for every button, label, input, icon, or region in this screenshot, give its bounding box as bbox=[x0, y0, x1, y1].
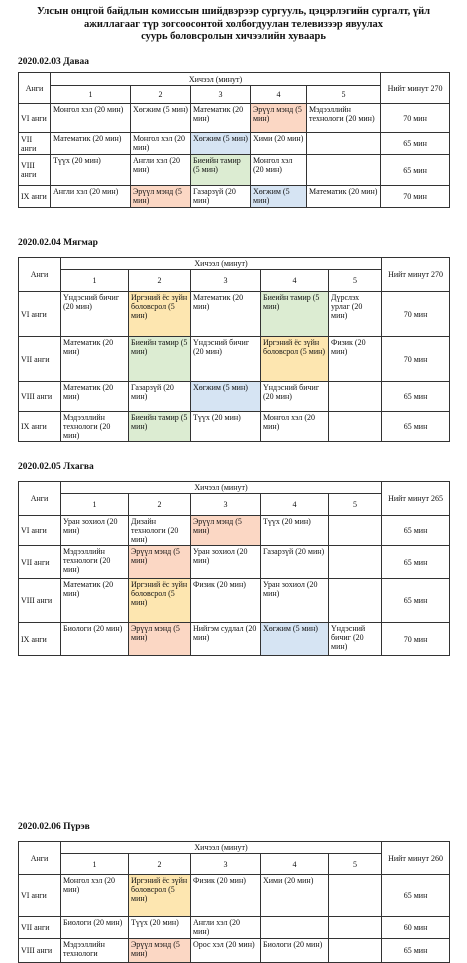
lesson-cell: Эрүүл мэнд (5 мин) bbox=[129, 623, 191, 656]
lesson-cell bbox=[329, 382, 382, 412]
grade-cell: VIII анги bbox=[19, 155, 51, 186]
title-line-3: суурь боловсролын хичээлийн хуваарь bbox=[141, 31, 326, 42]
header-total: Нийт минут 260 bbox=[382, 842, 450, 875]
header-col-5: 5 bbox=[329, 270, 382, 292]
lesson-cell: Газарзүй (20 мин) bbox=[261, 546, 329, 579]
total-cell: 65 мин bbox=[381, 133, 450, 155]
total-cell: 70 мин bbox=[381, 104, 450, 133]
lesson-cell: Физик (20 мин) bbox=[191, 875, 261, 917]
lesson-cell: Математик (20 мин) bbox=[61, 382, 129, 412]
header-grade: Анги bbox=[19, 258, 61, 292]
lesson-cell: Физик (20 мин) bbox=[191, 579, 261, 623]
lesson-cell: Монгол хэл (20 мин) bbox=[251, 155, 307, 186]
header-lesson-time: Хичээл (минут) bbox=[61, 482, 382, 494]
total-cell: 60 мин bbox=[382, 917, 450, 939]
total-cell: 65 мин bbox=[382, 516, 450, 546]
total-cell: 70 мин bbox=[382, 292, 450, 337]
total-cell: 65 мин bbox=[382, 412, 450, 442]
lesson-cell: Үндэсний бичиг (20 мин) bbox=[61, 292, 129, 337]
lesson-cell: Уран зохиол (20 мин) bbox=[61, 516, 129, 546]
lesson-cell: Математик (20 мин) bbox=[61, 579, 129, 623]
lesson-cell: Биеийн тамир (5 мин) bbox=[129, 337, 191, 382]
lesson-cell: Эрүүл мэнд (5 мин) bbox=[251, 104, 307, 133]
lesson-cell: Хими (20 мин) bbox=[261, 875, 329, 917]
lesson-cell: Иргэний ёс зүйн боловсрол (5 мин) bbox=[129, 579, 191, 623]
lesson-cell: Биологи (20 мин) bbox=[261, 939, 329, 963]
lesson-cell: Англи хэл (20 мин) bbox=[51, 186, 131, 208]
lesson-cell: Монгол хэл (20 мин) bbox=[51, 104, 131, 133]
header-grade: Анги bbox=[19, 482, 61, 516]
lesson-cell: Түүх (20 мин) bbox=[261, 516, 329, 546]
lesson-cell: Математик (20 мин) bbox=[307, 186, 381, 208]
grade-cell: VII анги bbox=[19, 337, 61, 382]
lesson-cell bbox=[307, 155, 381, 186]
grade-cell: VI анги bbox=[19, 292, 61, 337]
lesson-cell: Үндэсний бичиг (20 мин) bbox=[261, 382, 329, 412]
lesson-cell: Англи хэл (20 мин) bbox=[191, 917, 261, 939]
header-col-1: 1 bbox=[61, 270, 129, 292]
grade-cell: IX анги bbox=[19, 623, 61, 656]
header-total: Нийт минут 265 bbox=[382, 482, 450, 516]
lesson-cell bbox=[329, 516, 382, 546]
header-col-4: 4 bbox=[261, 854, 329, 875]
lesson-cell: Математик (20 мин) bbox=[51, 133, 131, 155]
total-cell: 65 мин bbox=[382, 579, 450, 623]
grade-cell: VII анги bbox=[19, 133, 51, 155]
lesson-cell: Эрүүл мэнд (5 мин) bbox=[191, 516, 261, 546]
schedule-table bbox=[18, 841, 450, 963]
grade-cell: VI анги bbox=[19, 104, 51, 133]
total-cell: 70 мин bbox=[382, 337, 450, 382]
header-col-1: 1 bbox=[61, 854, 129, 875]
header-col-3: 3 bbox=[191, 494, 261, 516]
total-cell: 65 мин bbox=[382, 875, 450, 917]
header-grade: Анги bbox=[19, 842, 61, 875]
title-line-1: Улсын онцгой байдлын комиссын шийдвэрээр сургууль, цэцэрлэгийн сургалт, үйл bbox=[36, 6, 431, 17]
lesson-cell bbox=[329, 412, 382, 442]
lesson-cell: Англи хэл (20 мин) bbox=[131, 155, 191, 186]
header-total: Нийт минут 270 bbox=[381, 73, 450, 104]
schedule-table bbox=[18, 257, 450, 442]
lesson-cell: Биеийн тамир (5 мин) bbox=[129, 412, 191, 442]
header-col-1: 1 bbox=[51, 86, 131, 104]
lesson-cell: Хөгжим (5 мин) bbox=[191, 133, 251, 155]
header-col-5: 5 bbox=[329, 854, 382, 875]
lesson-cell: Математик (20 мин) bbox=[61, 337, 129, 382]
header-lesson-time: Хичээл (минут) bbox=[51, 73, 381, 86]
grade-cell: VI анги bbox=[19, 875, 61, 917]
lesson-cell: Мэдээллийн технологи bbox=[61, 939, 129, 963]
header-lesson-time: Хичээл (минут) bbox=[61, 842, 382, 854]
lesson-cell: Эрүүл мэнд (5 мин) bbox=[129, 546, 191, 579]
section-date: 2020.02.06 Пүрэв bbox=[18, 822, 90, 832]
grade-cell: VII анги bbox=[19, 917, 61, 939]
header-col-2: 2 bbox=[129, 854, 191, 875]
lesson-cell: Иргэний ёс зүйн боловсрол (5 мин) bbox=[261, 337, 329, 382]
lesson-cell: Монгол хэл (20 мин) bbox=[61, 875, 129, 917]
lesson-cell: Математик (20 мин) bbox=[191, 104, 251, 133]
grade-cell: VIII анги bbox=[19, 579, 61, 623]
total-cell: 70 мин bbox=[381, 186, 450, 208]
lesson-cell: Биеийн тамир (5 мин) bbox=[261, 292, 329, 337]
lesson-cell: Уран зохиол (20 мин) bbox=[191, 546, 261, 579]
header-col-4: 4 bbox=[261, 270, 329, 292]
grade-cell: VIII анги bbox=[19, 939, 61, 963]
lesson-cell bbox=[261, 917, 329, 939]
lesson-cell: Биологи (20 мин) bbox=[61, 623, 129, 656]
grade-cell: IX анги bbox=[19, 412, 61, 442]
lesson-cell: Газарзүй (20 мин) bbox=[191, 186, 251, 208]
section-date: 2020.02.03 Даваа bbox=[18, 57, 90, 67]
lesson-cell: Дүрслэх урлаг (20 мин) bbox=[329, 292, 382, 337]
schedule-table bbox=[18, 72, 450, 208]
lesson-cell: Уран зохиол (20 мин) bbox=[261, 579, 329, 623]
lesson-cell: Хөгжим (5 мин) bbox=[131, 104, 191, 133]
schedule-table bbox=[18, 481, 450, 656]
header-col-3: 3 bbox=[191, 86, 251, 104]
section-date: 2020.02.04 Мягмар bbox=[18, 238, 98, 248]
lesson-cell bbox=[329, 939, 382, 963]
lesson-cell: Хими (20 мин) bbox=[251, 133, 307, 155]
lesson-cell: Үндэсний бичиг (20 мин) bbox=[329, 623, 382, 656]
lesson-cell: Түүх (20 мин) bbox=[129, 917, 191, 939]
lesson-cell: Эрүүл мэнд (5 мин) bbox=[129, 939, 191, 963]
header-col-1: 1 bbox=[61, 494, 129, 516]
lesson-cell: Эрүүл мэнд (5 мин) bbox=[131, 186, 191, 208]
lesson-cell: Биологи (20 мин) bbox=[61, 917, 129, 939]
lesson-cell: Монгол хэл (20 мин) bbox=[131, 133, 191, 155]
header-col-3: 3 bbox=[191, 854, 261, 875]
lesson-cell bbox=[329, 546, 382, 579]
header-col-5: 5 bbox=[329, 494, 382, 516]
total-cell: 65 мин bbox=[382, 382, 450, 412]
lesson-cell: Түүх (20 мин) bbox=[191, 412, 261, 442]
lesson-cell: Математик (20 мин) bbox=[191, 292, 261, 337]
header-col-2: 2 bbox=[129, 270, 191, 292]
total-cell: 65 мин bbox=[382, 939, 450, 963]
header-col-4: 4 bbox=[251, 86, 307, 104]
grade-cell: VII анги bbox=[19, 546, 61, 579]
header-col-4: 4 bbox=[261, 494, 329, 516]
lesson-cell bbox=[329, 579, 382, 623]
lesson-cell: Дизайн технологи (20 мин) bbox=[129, 516, 191, 546]
lesson-cell bbox=[329, 917, 382, 939]
lesson-cell: Монгол хэл (20 мин) bbox=[261, 412, 329, 442]
lesson-cell bbox=[329, 875, 382, 917]
header-col-2: 2 bbox=[129, 494, 191, 516]
header-col-3: 3 bbox=[191, 270, 261, 292]
lesson-cell: Биеийн тамир (5 мин) bbox=[191, 155, 251, 186]
document-title bbox=[10, 6, 457, 44]
grade-cell: VIII анги bbox=[19, 382, 61, 412]
lesson-cell: Иргэний ёс зүйн боловсрол (5 мин) bbox=[129, 875, 191, 917]
lesson-cell: Мэдээллийн технологи (20 мин) bbox=[61, 412, 129, 442]
header-lesson-time: Хичээл (минут) bbox=[61, 258, 382, 270]
total-cell: 65 мин bbox=[381, 155, 450, 186]
lesson-cell: Орос хэл (20 мин) bbox=[191, 939, 261, 963]
lesson-cell: Хөгжим (5 мин) bbox=[261, 623, 329, 656]
header-col-2: 2 bbox=[131, 86, 191, 104]
header-col-5: 5 bbox=[307, 86, 381, 104]
lesson-cell: Түүх (20 мин) bbox=[51, 155, 131, 186]
header-grade: Анги bbox=[19, 73, 51, 104]
lesson-cell: Физик (20 мин) bbox=[329, 337, 382, 382]
section-date: 2020.02.05 Лхагва bbox=[18, 462, 94, 472]
title-line-2: ажиллагааг түр зогсоосонтой холбогдуулан телевизээр явуулах bbox=[83, 18, 383, 30]
lesson-cell: Мэдээллийн технологи (20 мин) bbox=[307, 104, 381, 133]
total-cell: 65 мин bbox=[382, 546, 450, 579]
grade-cell: IX анги bbox=[19, 186, 51, 208]
lesson-cell: Иргэний ёс зүйн боловсрол (5 мин) bbox=[129, 292, 191, 337]
header-total: Нийт минут 270 bbox=[382, 258, 450, 292]
grade-cell: VI анги bbox=[19, 516, 61, 546]
lesson-cell: Үндэсний бичиг (20 мин) bbox=[191, 337, 261, 382]
lesson-cell: Газарзүй (20 мин) bbox=[129, 382, 191, 412]
lesson-cell: Нийгэм судлал (20 мин) bbox=[191, 623, 261, 656]
lesson-cell bbox=[307, 133, 381, 155]
total-cell: 70 мин bbox=[382, 623, 450, 656]
lesson-cell: Мэдээллийн технологи (20 мин) bbox=[61, 546, 129, 579]
lesson-cell: Хөгжим (5 мин) bbox=[191, 382, 261, 412]
lesson-cell: Хөгжим (5 мин) bbox=[251, 186, 307, 208]
